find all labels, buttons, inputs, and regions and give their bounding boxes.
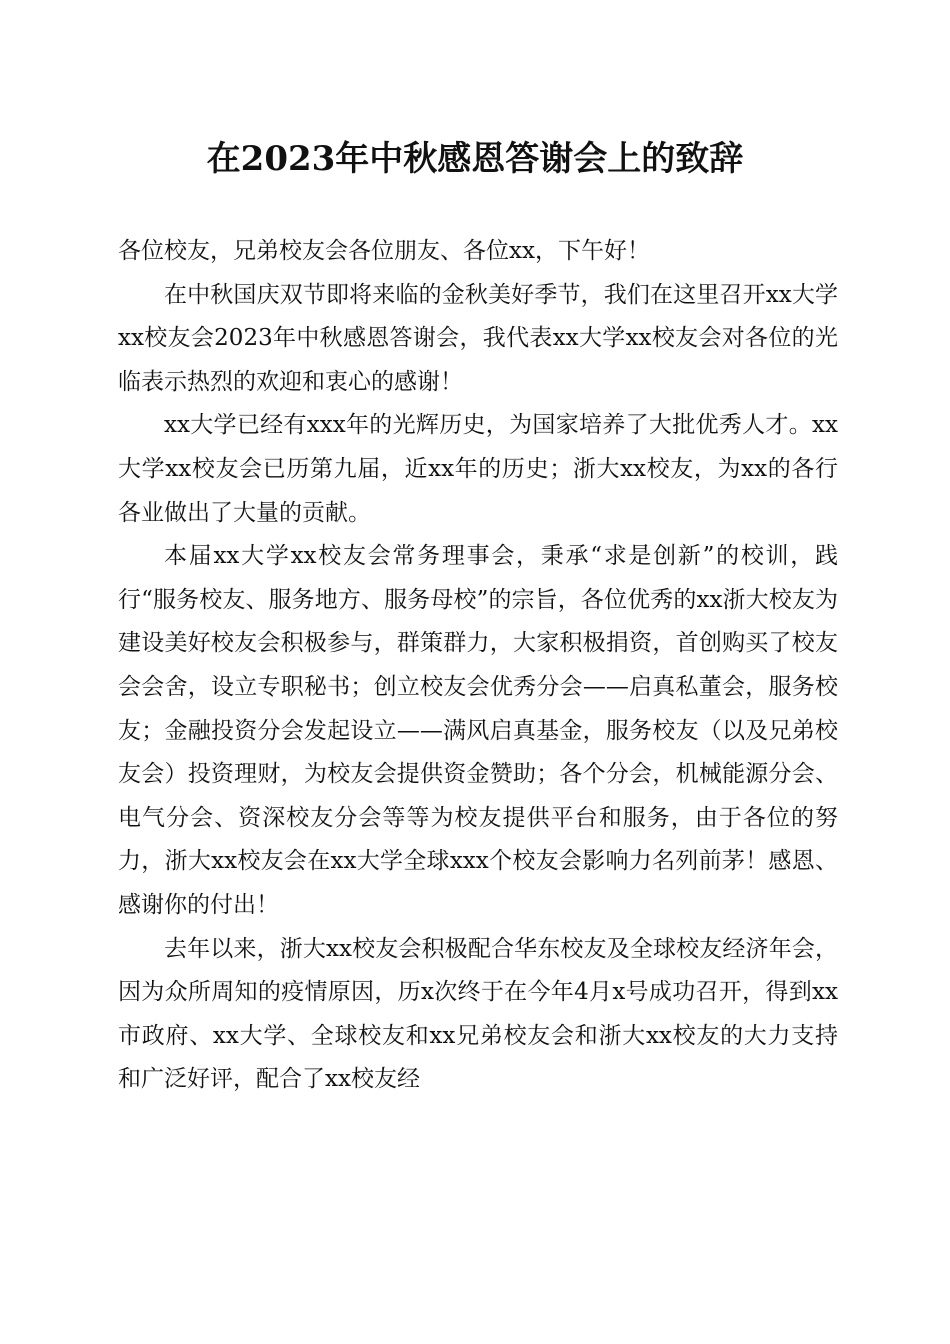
paragraph-economic-forum: 去年以来，浙大xx校友会积极配合华东校友及全球校友经济年会，因为众所周知的疫情原因，历x次终于在今年4月x号成功召开，得到xx市政府、xx大学、全球校友和xx兄弟校友会和浙大xx校友的大力支持和广泛好评，配合了xx校友经 (118, 935, 838, 1093)
paragraph-achievements: 本届xx大学xx校友会常务理事会，秉承“求是创新”的校训，践行“服务校友、服务地方、服务母校”的宗旨，各位优秀的xx浙大校友为建设美好校友会积极参与，群策群力，大家积极捐资，首创购买了校友会会舍，设立专职秘书；创立校友会优秀分会——启真私董会，服务校友；金融投资分会发起设立——满风启真基金，服务校友（以及兄弟校友会）投资理财，为校友会提供资金赞助；各个分会，机械能源分会、电气分会、资深校友分会等等为校友提供平台和服务，由于各位的努力，浙大xx校友会在xx大学全球xxx个校友会影响力名列前茅！感恩、感谢你的付出！ (118, 543, 838, 918)
document-body (118, 230, 838, 1102)
paragraph-greeting: 各位校友，兄弟校友会各位朋友、各位xx，下午好！ (118, 238, 650, 264)
document-title: 在2023年中秋感恩答谢会上的致辞 (206, 139, 744, 179)
paragraph-welcome: 在中秋国庆双节即将来临的金秋美好季节，我们在这里召开xx大学xx校友会2023年中秋感恩答谢会，我代表xx大学xx校友会对各位的光临表示热烈的欢迎和衷心的感谢！ (118, 281, 838, 395)
paragraph-history: xx大学已经有xxx年的光辉历史，为国家培养了大批优秀人才。xx大学xx校友会已历第九届，近xx年的历史；浙大xx校友，为xx的各行各业做出了大量的贡献。 (118, 412, 838, 526)
